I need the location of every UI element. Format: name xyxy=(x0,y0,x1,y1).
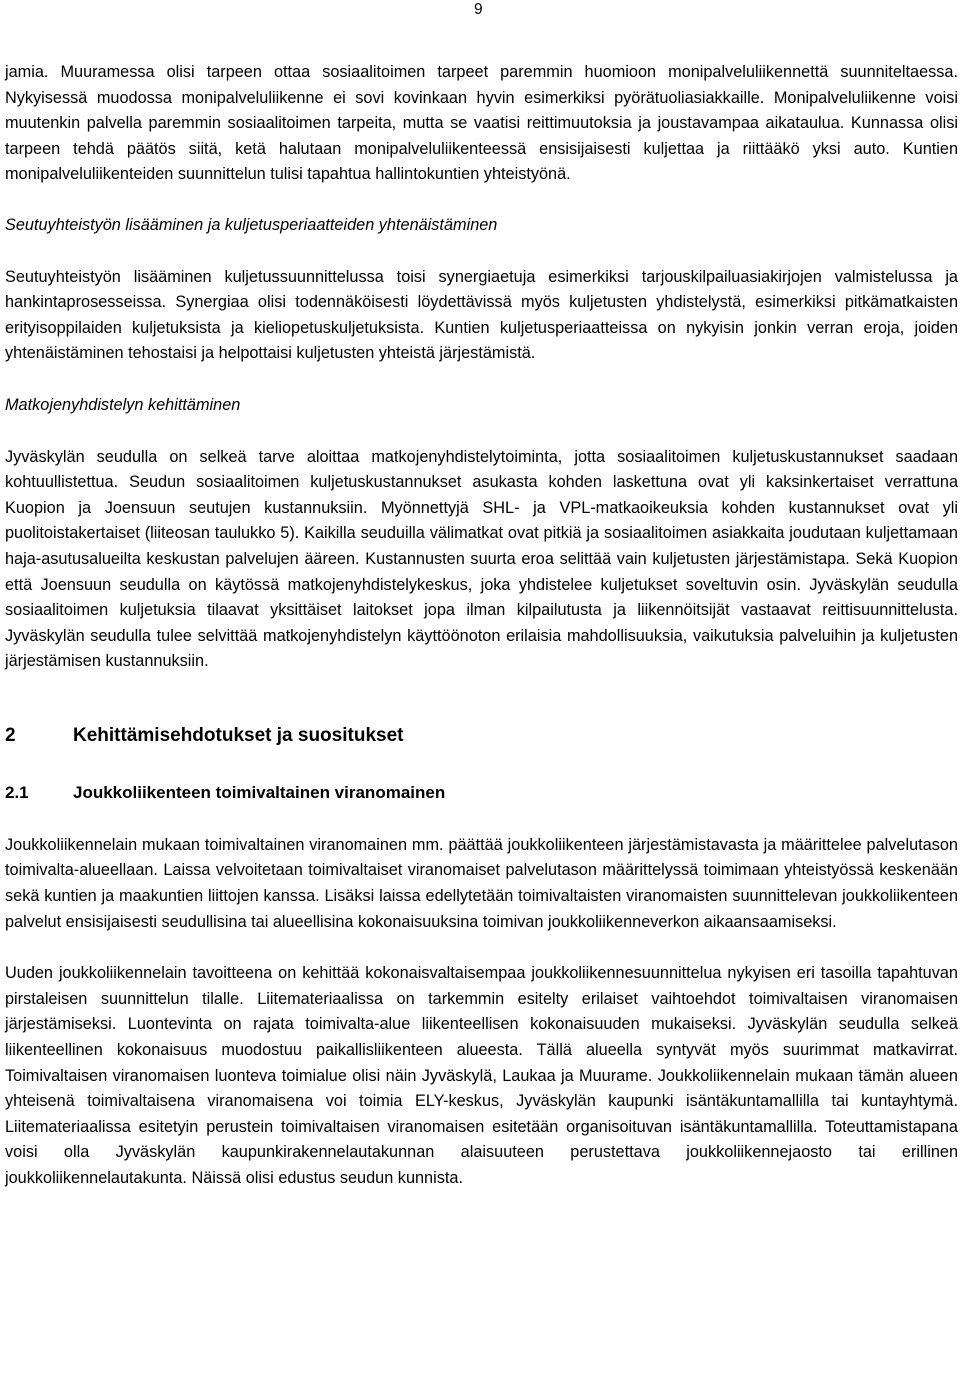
page-content xyxy=(5,60,958,1192)
document-page: 9 jamia. Muuramessa olisi tarpeen ottaa sosiaalitoimen tarpeet paremmin huomioon monipalveluliikennettä suunniteltaessa. Nykyisessä muodossa monipalveluliikenne ei sovi kovinkaan hyvin esimerkiksi pyörätuoliasiakkaille. Monipalveluliikenne voisi muutenkin palvella paremmin sosiaalitoimen tarpeita, mutta se vaatisi reittimuutoksia ja joustavampaa aikataulua. Kunnassa olisi tarpeen tehdä päätös siitä, ketä halutaan monipalveluliikenteessä ensisijaisesti kuljettaa ja riittääkö yksi auto. Kuntien monipalveluliikenteiden suunnittelun tulisi tapahtua hallintokuntien yhteistyönä. Seutuyhteistyön lisääminen ja kuljetusperiaatteiden yhtenäistäminen Seutuyhteistyön lisääminen kuljetussuunnittelussa toisi synergiaetuja esimerkiksi tarjouskilpailuasiakirjojen valmistelussa ja hankintaprosesseissa. Synergiaa olisi todennäköisesti löydettävissä myös kuljetusten yhdistelystä, esimerkiksi pitkämatkaisten erityisoppilaiden kuljetuksista ja kieliopetuskuljetuksista. Kuntien kuljetusperiaatteissa on nykyisin jonkin verran eroja, joiden yhtenäistäminen tehostaisi ja helpottaisi kuljetusten yhteistä järjestämistä. Matkojenyhdistelyn kehittäminen Jyväskylän seudulla on selkeä tarve aloittaa matkojenyhdistelytoiminta, jotta sosiaalitoimen kuljetuskustannukset saadaan kohtuullistettua. Seudun sosiaalitoimen kuljetuskustannukset asukasta kohden laskettuna ovat yli kaksinkertaiset verrattuna Kuopion ja Joensuun seutujen kustannuksiin. Myönnettyjä SHL- ja VPL-matkaoikeuksia kohden kustannukset ovat yli puolitoistakertaiset (liiteosan taulukko 5). Kaikilla seuduilla välimatkat ovat pitkiä ja sosiaalitoimen asiakkaita joudutaan kuljettamaan haja-asutusalueilta keskustan palvelujen ääreen. Kustannusten suurta eroa selittää vain kuljetusten järjestämistapa. Sekä Kuopion että Joensuun seudulla on käytössä matkojenyhdistelykeskus, joka yhdistelee kuljetukset soveltuvin osin. Jyväskylän seudulla sosiaalitoimen kuljetuksia tilaavat yksittäiset laitokset jopa ilman kilpailutusta ja liikennöitsijät vastaavat reittisuunnittelusta. Jyväskylän seudulla tulee selvittää matkojenyhdistelyn käyttöönoton erilaisia mahdollisuuksia, vaikutuksia palveluihin ja kuljetusten järjestämisen kustannuksiin. 2 Kehittämisehdotukset ja suositukset 2.1 Joukkoliikenteen toimivaltainen viranomainen Joukkoliikennelain mukaan toimivaltainen viranomainen mm. päättää joukkoliikenteen järjestämistavasta ja määrittelee palvelutason toimivalta-alueellaan. Laissa velvoitetaan toimivaltaiset viranomaiset palvelutason määrittelyssä toimimaan yhteistyössä keskenään sekä kuntien ja maakuntien liittojen kanssa. Lisäksi laissa edellytetään toimivaltaisten viranomaisten suunnittelevan joukkoliikenteen palvelut ensisijaisesti seudullisina tai alueellisina kokonaisuuksina toimivan joukkoliikenneverkon aikaansaamiseksi. Uuden joukkoliikennelain tavoitteena on kehittää kokonaisvaltaisempaa joukkoliikennesuunnittelua nykyisen eri tasoilla tapahtuvan pirstaleisen suunnittelun tilalle. Liitemateriaalissa on tarkemmin esitelty erilaiset vaihtoehdot toimivaltaisen viranomaisen järjestämiseksi. Luontevinta on rajata toimivalta-alue liikenteellisen kokonaisuuden mukaiseksi. Jyväskylän seudulla selkeä liikenteellinen kokonaisuus muodostuu paikallisliikenteen alueesta. Tällä alueella syntyvät myös suurimmat matkavirrat. Toimivaltaisen viranomaisen luonteva toimialue olisi näin Jyväskylä, Laukaa ja Muurame. Joukkoliikennelain mukaan tämän alueen yhteisenä toimivaltaisena viranomaisena voi toimia ELY-keskus, Jyväskylän kaupunki isäntäkuntamallilla tai kuntayhtymä. Liitemateriaalissa esitetyin perustein toimivaltaisen viranomaisen esitetään organisoituvan isäntäkuntamallilla. Toteuttamistapana voisi olla Jyväskylän kaupunkirakennelautakunnan alaisuuteen perustettava joukkoliikennejaosto tai erillinen joukkoliikennelautakunta. Näissä olisi edustus seudun kunnista. xyxy=(0,0,960,1394)
paragraph-joukkoliikennelaki: Joukkoliikennelain mukaan toimivaltainen viranomainen mm. päättää joukkoliikenteen järjestämistavasta ja määrittelee palvelutason toimivalta-alueellaan. Laissa velvoitetaan toimivaltaiset viranomaiset palvelutason määrittelyssä toimimaan yhteistyössä keskenään sekä kuntien ja maakuntien liittojen kanssa. Lisäksi laissa edellytetään toimivaltaisten viranomaisten suunnittelevan joukkoliikenteen palvelut ensisijaisesti seudullisina tai alueellisina kokonaisuuksina toimivan joukkoliikenneverkon aikaansaamiseksi. xyxy=(5,835,958,931)
subheading-matkojenyhdistely: Matkojenyhdistelyn kehittäminen xyxy=(5,395,241,414)
section-heading-2 xyxy=(5,723,958,748)
paragraph-toimivaltainen-viranomainen: Uuden joukkoliikennelain tavoitteena on kehittää kokonaisvaltaisempaa joukkoliikennesuunnittelua nykyisen eri tasoilla tapahtuvan pirstaleisen suunnittelun tilalle. Liitemateriaalissa on tarkemmin esitelty erilaiset vaihtoehdot toimivaltaisen viranomaisen järjestämiseksi. Luontevinta on rajata toimivalta-alue liikenteellisen kokonaisuuden mukaiseksi. Jyväskylän seudulla selkeä liikenteellinen kokonaisuus muodostuu paikallisliikenteen alueesta. Tällä alueella syntyvät myös suurimmat matkavirrat. Toimivaltaisen viranomaisen luonteva toimialue olisi näin Jyväskylä, Laukaa ja Muurame. Joukkoliikennelain mukaan tämän alueen yhteisenä toimivaltaisena viranomaisena voi toimia ELY-keskus, Jyväskylän kaupunki isäntäkuntamallilla tai kuntayhtymä. Liitemateriaalissa esitetyin perustein toimivaltaisen viranomaisen esitetään organisoituvan isäntäkuntamallilla. Toteuttamistapana voisi olla Jyväskylän kaupunkirakennelautakunnan alaisuuteen perustettava joukkoliikennejaosto tai erillinen joukkoliikennelautakunta. Näissä olisi edustus seudun kunnista. xyxy=(5,964,958,1187)
subsection-number: 2.1 xyxy=(5,782,29,802)
subheading-seutuyhteistyo: Seutuyhteistyön lisääminen ja kuljetusperiaatteiden yhtenäistäminen xyxy=(5,215,498,234)
section-title: Kehittämisehdotukset ja suositukset xyxy=(73,724,404,746)
paragraph-seutuyhteistyo: Seutuyhteistyön lisääminen kuljetussuunnittelussa toisi synergiaetuja esimerkiksi tarjouskilpailuasiakirjojen valmistelussa ja hankintaprosesseissa. Synergiaa olisi todennäköisesti löydettävissä myös kuljetusten yhdistelystä, esimerkiksi pitkämatkaisten erityisoppilaiden kuljetuksista ja kieliopetuskuljetuksista. Kuntien kuljetusperiaatteissa on nykyisin jonkin verran eroja, joiden yhtenäistäminen tehostaisi ja helpottaisi kuljetusten yhteistä järjestämistä. xyxy=(5,267,958,363)
paragraph-monipalveluliikenne: jamia. Muuramessa olisi tarpeen ottaa sosiaalitoimen tarpeet paremmin huomioon monipalveluliikennettä suunniteltaessa. Nykyisessä muodossa monipalveluliikenne ei sovi kovinkaan hyvin esimerkiksi pyörätuoliasiakkaille. Monipalveluliikenne voisi muutenkin palvella paremmin sosiaalitoimen tarpeita, mutta se vaatisi reittimuutoksia ja joustavampaa aikataulua. Kunnassa olisi tarpeen tehdä päätös siitä, ketä halutaan monipalveluliikenteessä ensisijaisesti kuljettaa ja riittääkö yksi auto. Kuntien monipalveluliikenteiden suunnittelun tulisi tapahtua hallintokuntien yhteistyönä. xyxy=(5,63,958,184)
paragraph-matkojenyhdistely: Jyväskylän seudulla on selkeä tarve aloittaa matkojenyhdistelytoiminta, jotta sosiaalitoimen kuljetuskustannukset saadaan kohtuullistettua. Seudun sosiaalitoimen kuljetuskustannukset asukasta kohden laskettuna ovat yli kaksinkertaiset verrattuna Kuopion ja Joensuun seutujen kustannuksiin. Myönnettyjä SHL- ja VPL-matkaoikeuksia kohden kustannukset ovat yli puolitoistakertaiset (liiteosan taulukko 5). Kaikilla seuduilla välimatkat ovat pitkiä ja sosiaalitoimen asiakkaita joudutaan kuljettamaan haja-asutusalueilta keskustan palvelujen ääreen. Kustannusten suurta eroa selittää vain kuljetusten järjestämistapa. Sekä Kuopion että Joensuun seudulla on käytössä matkojenyhdistelykeskus, joka yhdistelee kuljetukset soveltuvin osin. Jyväskylän seudulla sosiaalitoimen kuljetuksia tilaavat yksittäiset laitokset jopa ilman kilpailutusta ja liikennöitsijät vastaavat reittisuunnittelusta. Jyväskylän seudulla tulee selvittää matkojenyhdistelyn käyttöönoton erilaisia mahdollisuuksia, vaikutuksia palveluihin ja kuljetusten järjestämisen kustannuksiin. xyxy=(5,447,958,671)
section-number: 2 xyxy=(5,724,16,746)
section-heading-2-1 xyxy=(5,781,958,805)
subsection-title: Joukkoliikenteen toimivaltainen viranomainen xyxy=(73,782,446,802)
